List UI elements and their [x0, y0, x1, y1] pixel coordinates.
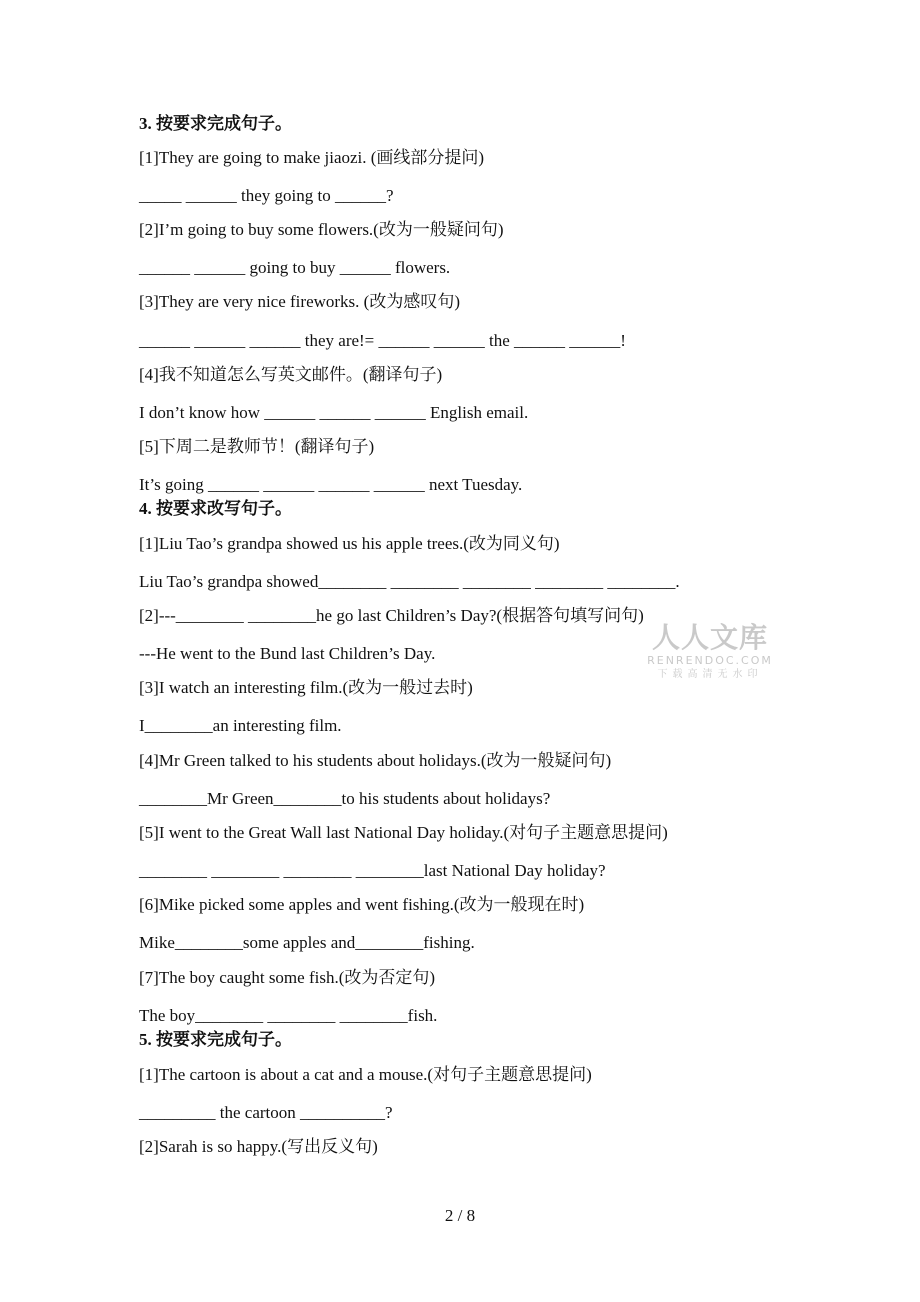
question-4-5: [5]I went to the Great Wall last National Day holiday.(对句子主题意思提问)	[139, 823, 668, 842]
answer-line-5-1: _________ the cartoon __________?	[139, 1103, 393, 1122]
answer-line-3-5: It’s going ______ ______ ______ ______ next Tuesday.	[139, 475, 523, 494]
answer-line-3-1: _____ ______ they going to ______?	[139, 186, 394, 205]
answer-line-4-6: Mike________some apples and________fishing.	[139, 933, 475, 952]
answer-line-4-3: I________an interesting film.	[139, 716, 342, 735]
question-3-3: [3]They are very nice fireworks. (改为感叹句)	[139, 292, 460, 311]
answer-line-3-3: ______ ______ ______ they are!= ______ ______ the ______ ______!	[139, 331, 626, 350]
answer-line-4-1: Liu Tao’s grandpa showed________ ________ ________ ________ ________.	[139, 572, 680, 591]
question-3-5: [5]下周二是教师节！(翻译句子)	[139, 437, 375, 456]
section-5-heading: 5. 按要求完成句子。	[139, 1030, 292, 1049]
watermark-subtitle: 下载高清无水印	[657, 669, 763, 680]
question-4-4: [4]Mr Green talked to his students about holidays.(改为一般疑问句)	[139, 751, 612, 770]
answer-line-3-4: I don’t know how ______ ______ ______ English email.	[139, 403, 529, 422]
section-3-heading: 3. 按要求完成句子。	[139, 114, 292, 133]
watermark-logo	[645, 622, 775, 682]
question-4-3: [3]I watch an interesting film.(改为一般过去时)	[139, 678, 473, 697]
question-3-1: [1]They are going to make jiaozi. (画线部分提问)	[139, 148, 485, 167]
answer-line-3-2: ______ ______ going to buy ______ flowers.	[139, 258, 451, 277]
answer-line-4-2: ---He went to the Bund last Children’s Day.	[139, 644, 436, 663]
question-4-1: [1]Liu Tao’s grandpa showed us his apple trees.(改为同义句)	[139, 534, 560, 553]
question-5-2: [2]Sarah is so happy.(写出反义句)	[139, 1137, 378, 1156]
question-3-2: [2]I’m going to buy some flowers.(改为一般疑问句)	[139, 220, 504, 239]
answer-line-4-4: ________Mr Green________to his students about holidays?	[139, 789, 551, 808]
question-4-6: [6]Mike picked some apples and went fishing.(改为一般现在时)	[139, 895, 585, 914]
answer-line-4-5: ________ ________ ________ ________last National Day holiday?	[139, 861, 606, 880]
answer-line-4-7: The boy________ ________ ________fish.	[139, 1006, 438, 1025]
watermark-url: RENRENDOC.COM	[647, 654, 773, 667]
question-5-1: [1]The cartoon is about a cat and a mouse.(对句子主题意思提问)	[139, 1065, 592, 1084]
watermark-title: 人人文库	[651, 621, 768, 654]
question-4-2: [2]---________ ________he go last Children’s Day?(根据答句填写问句)	[139, 606, 644, 625]
question-3-4: [4]我不知道怎么写英文邮件。(翻译句子)	[139, 365, 443, 384]
section-4-heading: 4. 按要求改写句子。	[139, 499, 292, 518]
page-number: 2 / 8	[444, 1206, 476, 1225]
question-4-7: [7]The boy caught some fish.(改为否定句)	[139, 968, 436, 987]
